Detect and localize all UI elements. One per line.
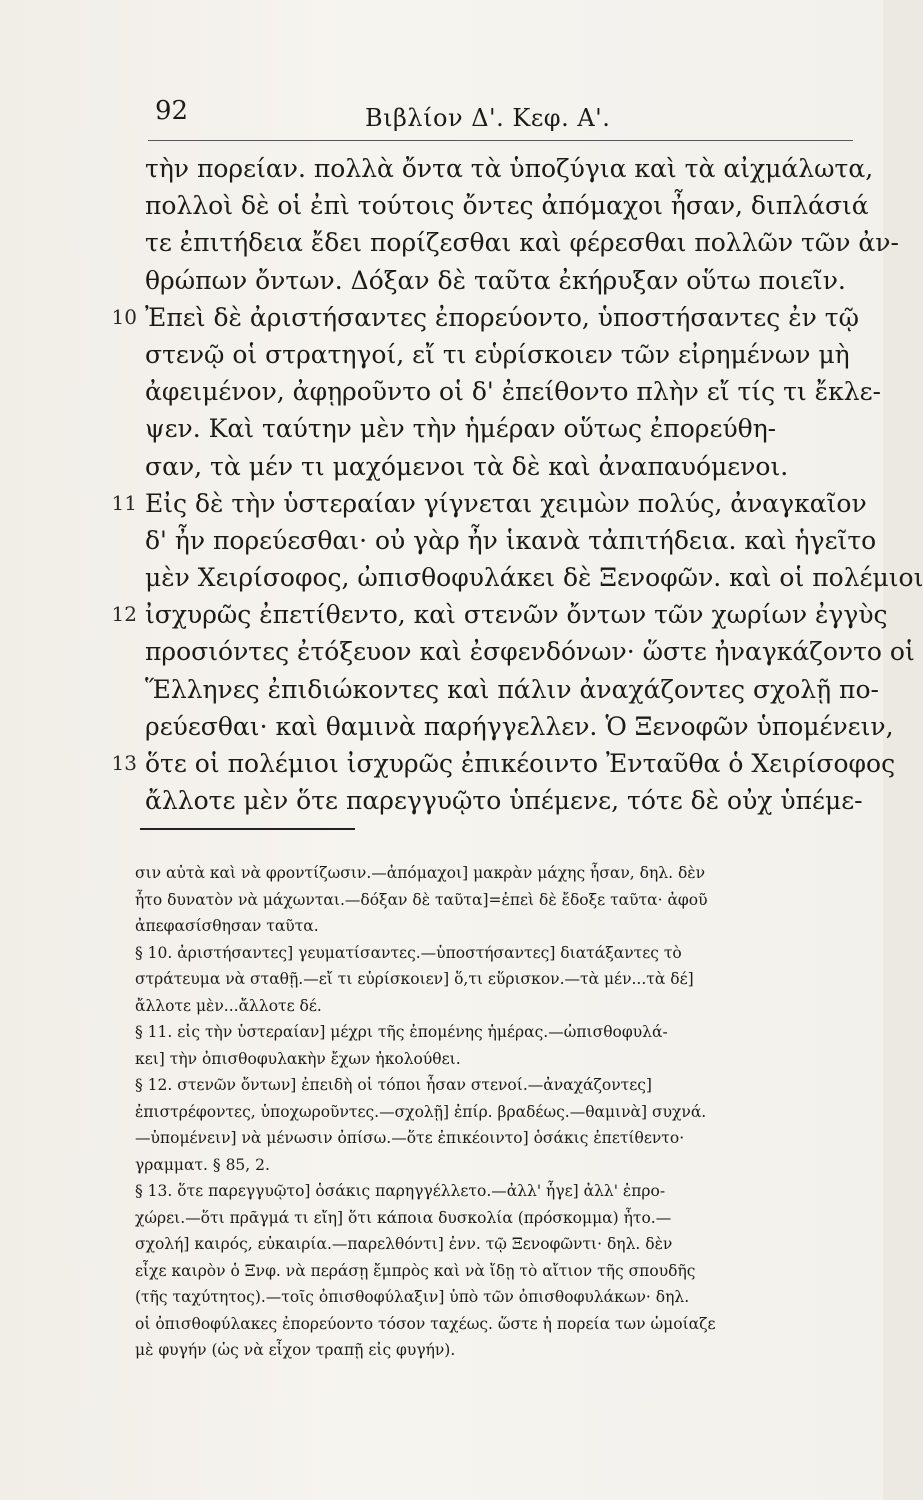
- note-line: γραμματ. § 85, 2.: [135, 1155, 270, 1174]
- note-line: —ὑπομένειν] νὰ μένωσιν ὀπίσω.—ὅτε ἐπικέοιντο] ὁσάκις ἐπετίθεντο·: [135, 1129, 685, 1147]
- note-line: § 11. εἰς τὴν ὑστεραίαν] μέχρι τῆς ἐπομένης ἡμέρας.—ὠπισθοφυλά-: [135, 1023, 668, 1041]
- commentary-notes: [135, 860, 850, 1364]
- main-text: [111, 150, 923, 819]
- line-text: τὴν πορείαν. πολλὰ ὄντα τὰ ὑποζύγια καὶ τὰ αἰχμάλωτα,: [145, 154, 874, 183]
- line-text: Ἕλληνες ἐπιδιώκοντες καὶ πάλιν ἀναχάζοντες σχολῇ πο-: [145, 674, 879, 704]
- note-line: σιν αὐτὰ καὶ νὰ φροντίζωσιν.—ἀπόμαχοι] μακρὰν μάχης ἦσαν, δηλ. δὲν: [135, 864, 706, 882]
- text-line: [111, 299, 859, 336]
- note-line: στράτευμα νὰ σταθῇ.—εἴ τι εὑρίσκοιεν] ὅ,τι εὕρισκον.—τὰ μέν...τὰ δέ]: [135, 970, 694, 988]
- text-line: [145, 448, 855, 485]
- text-line: [145, 262, 855, 299]
- line-text: μὲν Χειρίσοφος, ὠπισθοφυλάκει δὲ Ξενοφῶν. καὶ οἱ πολέμιοι: [145, 563, 923, 593]
- text-line: [145, 410, 855, 447]
- note-line: ἐπιστρέφοντες, ὑποχωροῦντες.—σχολῇ] ἐπίρ. βραδέως.—θαμινὰ] συχνά.: [135, 1102, 707, 1121]
- line-text: ἄλλοτε μὲν ὅτε παρεγγυῷτο ὑπέμενε, τότε δὲ οὐχ ὑπέμε-: [145, 786, 863, 816]
- note-line: εἶχε καιρὸν ὁ Ξνφ. νὰ περάσῃ ἔμπρὸς καὶ νὰ ἴδῃ τὸ αἴτιον τῆς σπουδῆς: [135, 1261, 696, 1280]
- line-text: στενῷ οἱ στρατηγοί, εἴ τι εὑρίσκοιεν τῶν εἰρημένων μὴ: [145, 339, 850, 369]
- text-line: [145, 782, 863, 819]
- running-head: Βιβλίον Δ'. Κεφ. Α'.: [365, 104, 611, 132]
- line-text: ψεν. Καὶ ταύτην μὲν τὴν ἡμέραν οὕτως ἐπορεύθη-: [145, 414, 777, 444]
- footnote-separator: [140, 828, 355, 830]
- line-text: τε ἐπιτήδεια ἔδει πορίζεσθαι καὶ φέρεσθαι πολλῶν τῶν ἀν-: [145, 228, 899, 258]
- note-line: ἄλλοτε μὲν...ἄλλοτε δέ.: [135, 996, 322, 1015]
- note-line: § 12. στενῶν ὄντων] ἐπειδὴ οἱ τόποι ἦσαν στενοί.—ἀναχάζοντες]: [135, 1076, 652, 1094]
- line-text: προσιόντες ἐτόξευον καὶ ἐσφενδόνων· ὥστε ἠναγκάζοντο οἱ: [145, 637, 915, 667]
- text-line: [145, 224, 899, 261]
- text-line: [145, 187, 869, 224]
- line-text: πολλοὶ δὲ οἱ ἐπὶ τούτοις ὄντες ἀπόμαχοι ἦσαν, διπλάσιά: [145, 191, 869, 221]
- text-line: [145, 336, 855, 373]
- header-rule: [148, 140, 853, 141]
- note-line: χώρει.—ὅτι πρᾶγμά τι εἴη] ὅτι κάποια δυσκολία (πρόσκομμα) ἦτο.—: [135, 1208, 672, 1227]
- note-line: οἱ ὀπισθοφύλακες ἐπορεύοντο τόσον ταχέως. ὥστε ἡ πορεία των ὡμοίαζε: [135, 1314, 716, 1333]
- section-number: 12: [111, 602, 137, 627]
- text-line: [145, 671, 879, 708]
- text-line: [145, 708, 894, 745]
- page-header: [150, 96, 850, 136]
- line-text: Ἐπεὶ δὲ ἀριστήσαντες ἐπορεύοντο, ὑποστήσαντες ἐν τῷ: [145, 302, 859, 332]
- line-text: δ' ἦν πορεύεσθαι· οὐ γὰρ ἦν ἱκανὰ τἀπιτήδεια. καὶ ἡγεῖτο: [145, 525, 877, 555]
- text-line: [111, 745, 896, 782]
- note-line: μὲ φυγήν (ὡς νὰ εἶχον τραπῇ εἰς φυγήν).: [135, 1341, 456, 1359]
- text-line: [145, 150, 874, 187]
- text-line: [111, 596, 888, 633]
- line-text: Εἰς δὲ τὴν ὑστεραίαν γίγνεται χειμὼν πολύς, ἀναγκαῖον: [145, 488, 867, 518]
- text-line: [145, 559, 923, 596]
- line-text: σαν, τὰ μέν τι μαχόμενοι τὰ δὲ καὶ ἀναπαυόμενοι.: [145, 451, 789, 481]
- text-line: [111, 485, 867, 522]
- text-line: [145, 373, 881, 410]
- text-line: [145, 522, 877, 559]
- text-line: [145, 633, 915, 670]
- section-number: 11: [111, 490, 137, 515]
- line-text: θρώπων ὄντων. Δόξαν δὲ ταῦτα ἐκήρυξαν οὕτω ποιεῖν.: [145, 265, 846, 295]
- note-line: κει] τὴν ὀπισθοφυλακὴν ἔχων ἠκολούθει.: [135, 1049, 461, 1068]
- line-text: ρεύεσθαι· καὶ θαμινὰ παρήγγελλεν. Ὁ Ξενοφῶν ὑπομένειν,: [145, 711, 894, 741]
- line-text: ἰσχυρῶς ἐπετίθεντο, καὶ στενῶν ὄντων τῶν χωρίων ἐγγὺς: [145, 600, 888, 630]
- note-line: ἀπεφασίσθησαν ταῦτα.: [135, 917, 319, 935]
- note-line: (τῆς ταχύτητος).—τοῖς ὀπισθοφύλαξιν] ὑπὸ τῶν ὀπισθοφυλάκων· δηλ.: [135, 1288, 690, 1306]
- line-text: ὅτε οἱ πολέμιοι ἰσχυρῶς ἐπικέοιντο Ἐνταῦθα ὁ Χειρίσοφος: [145, 749, 896, 778]
- section-number: 13: [111, 751, 137, 775]
- note-line: § 10. ἀριστήσαντες] γευματίσαντες.—ὑποστήσαντες] διατάξαντες τὸ: [135, 943, 682, 962]
- line-text: ἀφειμένον, ἀφῃροῦντο οἱ δ' ἐπείθοντο πλὴν εἴ τίς τι ἔκλε-: [145, 377, 881, 407]
- note-line: § 13. ὅτε παρεγγυῷτο] ὁσάκις παρηγγέλλετο.—ἀλλ' ἧγε] ἀλλ' ἐπρο-: [135, 1182, 666, 1200]
- section-number: 10: [111, 304, 137, 329]
- note-line: ἦτο δυνατὸν νὰ μάχωνται.—δόξαν δὲ ταῦτα]=ἐπεὶ δὲ ἔδοξε ταῦτα· ἀφοῦ: [135, 890, 708, 909]
- page-number: 92: [155, 96, 189, 126]
- note-line: σχολή] καιρός, εὐκαιρία.—παρελθόντι] ἐνν. τῷ Ξενοφῶντι· δηλ. δὲν: [135, 1235, 673, 1253]
